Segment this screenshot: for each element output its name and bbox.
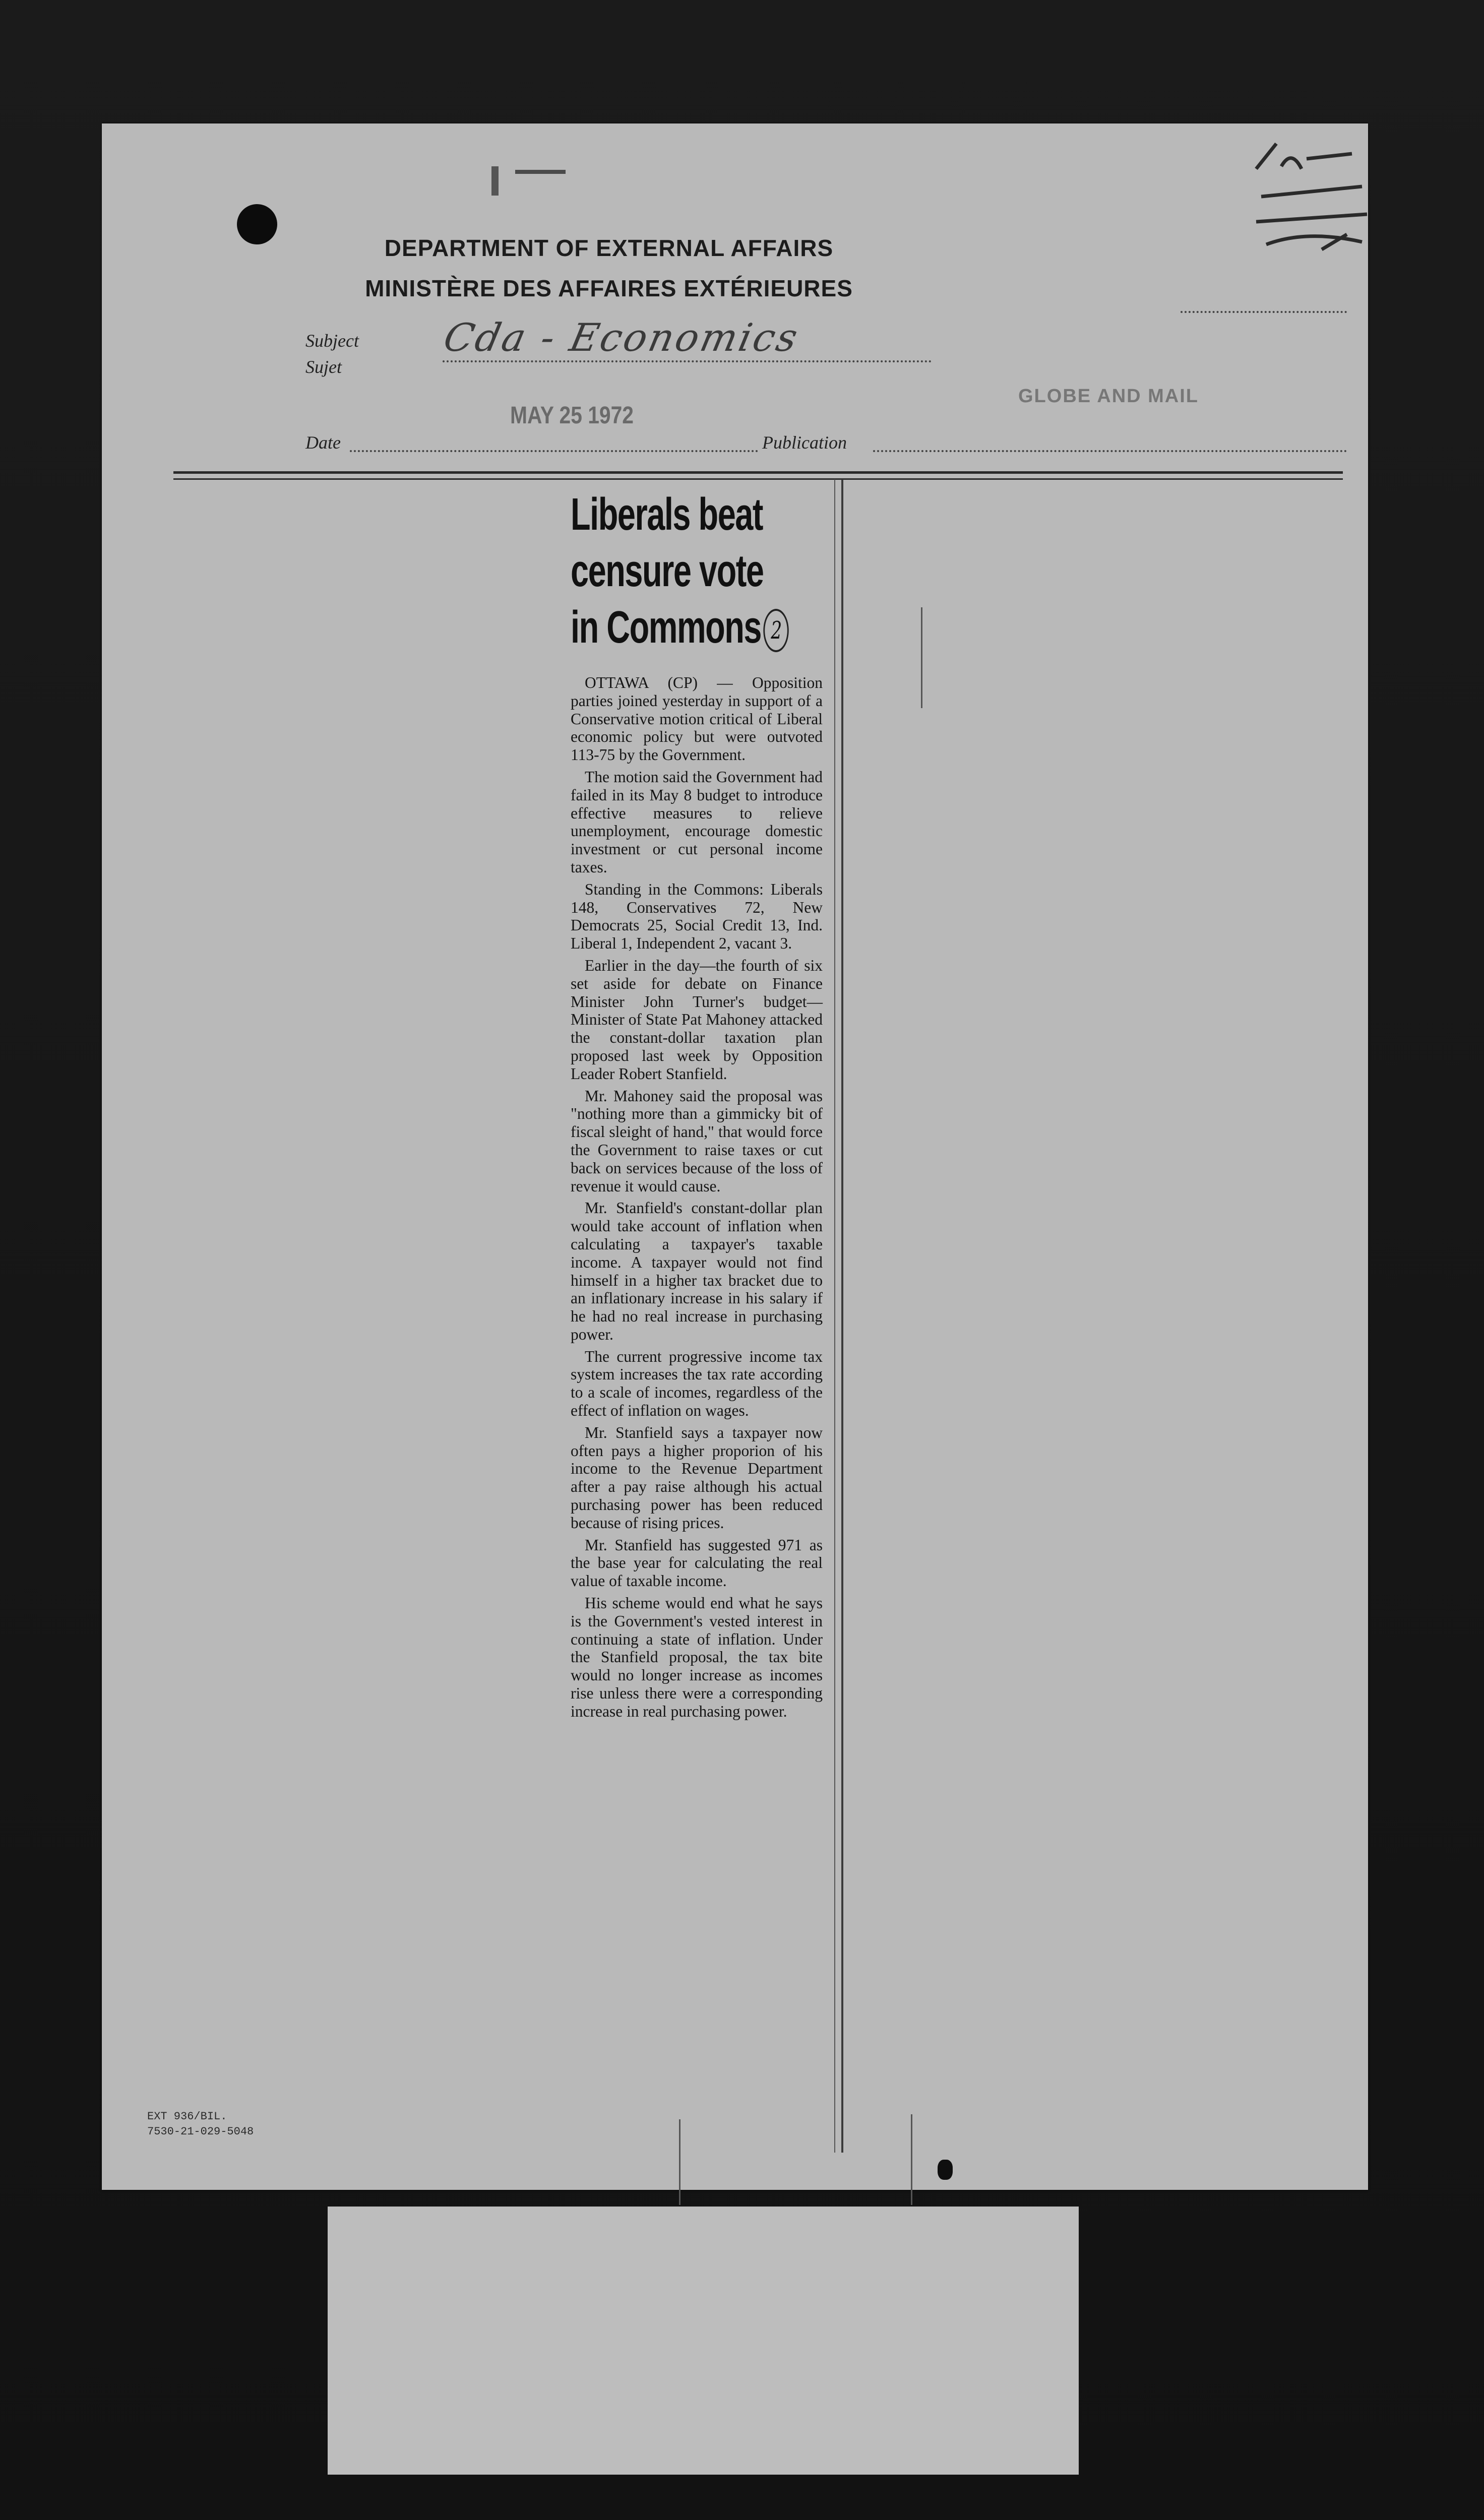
article-paragraph: OTTAWA (CP) — Opposition parties joined yesterday in support of a Conservative motion critical of Liberal economic policy but were outvoted 113-75 by the Government. (571, 674, 823, 764)
header-rule-thin (173, 478, 1343, 480)
date-label: Date (305, 432, 341, 453)
department-title-fr: MINISTÈRE DES AFFAIRES EXTÉRIEURES (365, 275, 853, 301)
form-code-line: EXT 936/BIL. (147, 2110, 227, 2123)
article-paragraph: Mr. Stanfield's constant-dollar plan would take account of inflation when calculating a taxpayer's taxable income. A taxpayer would not find himself in a higher tax bracket due to an inflationary increase in his salary if he had no real increase in purchasing power. (571, 1199, 823, 1343)
article-paragraph: The current progressive income tax system increases the tax rate according to a scale of incomes, regardless of the effect of inflation on wages. (571, 1347, 823, 1420)
article-paragraph: Standing in the Commons: Liberals 148, Conservatives 72, New Democrats 25, Social Credit 13, Ind. Liberal 1, Independent 2, vacant 3. (571, 880, 823, 953)
subject-handwritten-value: Cda - Economics (440, 315, 804, 360)
article-paragraph: Earlier in the day—the fourth of six set aside for debate on Finance Minister John Turner's budget—Minister of State Pat Mahoney attacked the constant-dollar taxation plan proposed last week by Opposition Leader Robert Stanfield. (571, 956, 823, 1083)
article-paragraph: His scheme would end what he says is the Government's vested interest in continuing a state of inflation. Under the Stanfield proposal, the tax bite would no longer increase as incomes rise unless there were a corresponding increase in real purchasing power. (571, 1594, 823, 1720)
subject-label: Subject (305, 331, 359, 351)
clipping-tear-mark (679, 2119, 681, 2205)
headline-line (571, 599, 825, 656)
article-paragraph: Mr. Stanfield has suggested 971 as the base year for calculating the real value of taxable income. (571, 1536, 823, 1590)
article-paragraph: Mr. Stanfield says a taxpayer now often pays a higher proporion of his income to the Revenue Department after a pay raise although his actual purchasing power has been reduced because of rising prices. (571, 1423, 823, 1532)
headline-line-text: in Commons (571, 602, 762, 653)
form-code-line: 7530-21-029-5048 (147, 2125, 254, 2138)
publication-stamp: GLOBE AND MAIL (1018, 386, 1199, 407)
clipping-column-edge-inner (834, 479, 835, 2153)
ink-blot (938, 2160, 953, 2180)
handwritten-file-number (1246, 139, 1372, 270)
publication-label: Publication (762, 432, 847, 453)
header-mark (491, 166, 499, 196)
clipping-form-sheet (102, 123, 1368, 2190)
circled-number: 2 (763, 609, 788, 652)
dotted-line (1181, 311, 1347, 313)
clipping-headline (571, 486, 825, 656)
article-paragraph: The motion said the Government had failed in its May 8 budget to introduce effective measures to relieve unemployment, encourage domestic investment or cut personal income taxes. (571, 768, 823, 876)
department-title-en: DEPARTMENT OF EXTERNAL AFFAIRS (384, 235, 834, 261)
headline-line: Liberals beat (571, 489, 763, 540)
clipping-tear-mark (921, 607, 922, 708)
date-line (350, 450, 758, 452)
sujet-label: Sujet (305, 357, 342, 377)
clipping-tear-mark (911, 2114, 912, 2205)
article-body (571, 674, 823, 1721)
header-rule (173, 471, 1343, 474)
article-paragraph: Mr. Mahoney said the proposal was "nothing more than a gimmicky bit of fiscal sleight of hand," that would force the Government to raise taxes or cut back on services because of the loss of revenue it would cause. (571, 1087, 823, 1195)
publication-line (873, 450, 1347, 452)
headline-line: censure vote (571, 546, 764, 596)
date-stamp: MAY 25 1972 (510, 402, 634, 429)
blank-paper-strip (328, 2207, 1079, 2475)
newspaper-clipping (571, 486, 823, 1725)
header-dash (515, 170, 566, 174)
form-code (147, 2109, 254, 2139)
subject-line (443, 360, 932, 362)
clipping-column-edge (841, 479, 843, 2153)
